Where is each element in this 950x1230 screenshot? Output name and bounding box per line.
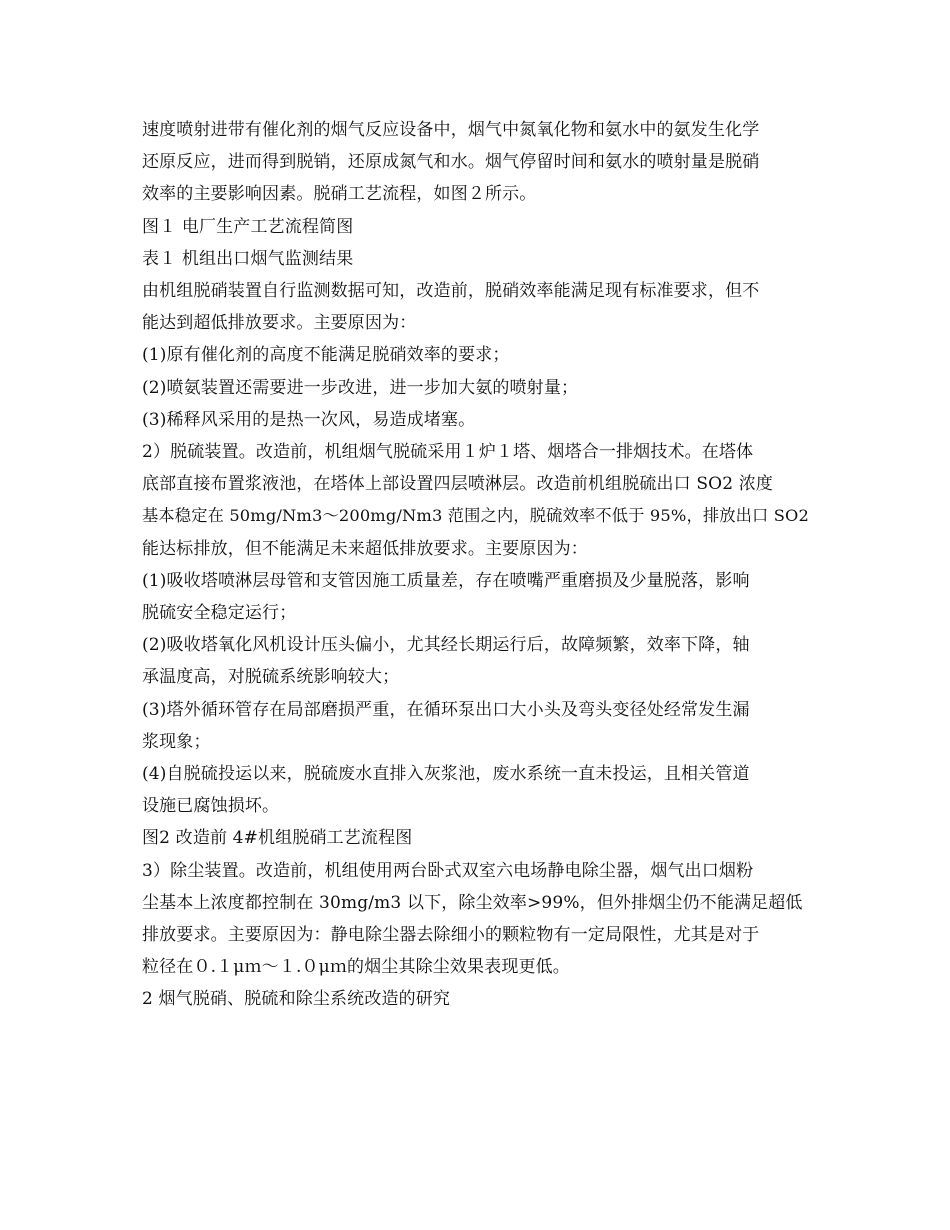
text-line: 效率的主要影响因素。脱硝工艺流程，如图２所示。 [142,184,537,205]
text-line: 图１ 电厂生产工艺流程简图 [142,216,354,237]
text-line: 粒径在０.１μｍ～１.０μｍ的烟尘其除尘效果表现更低。 [142,957,570,978]
body-paragraph [142,436,812,565]
text-line: 速度喷射进带有催化剂的烟气反应设备中，烟气中氮氧化物和氨水中的氨发生化学 [142,120,760,140]
body-paragraph [142,855,812,984]
text-line: (2)喷氨装置还需要进一步改进，进一步加大氨的喷射量； [142,377,579,398]
text-line: 排放要求。主要原因为：静电除尘器去除细小的颗粒物有一定局限性，尤其是对于 [142,925,760,946]
text-line: 基本稳定在 50mg/Nm3～200mg/Nm3 范围之内，脱硫效率不低于 95%，排放出口 SO2 [142,506,810,526]
text-line: 设施已腐蚀损坏。 [142,796,280,817]
body-paragraph [142,275,812,339]
list-item [142,339,812,371]
figure-caption [142,243,812,275]
text-line: 脱硫安全稳定运行； [142,603,297,624]
text-line: 承温度高，对脱硫系统影响较大； [142,667,400,688]
list-item [142,758,812,822]
text-line: 由机组脱硝装置自行监测数据可知，改造前，脱硝效率能满足现有标准要求，但不 [142,281,760,302]
text-line: (1)原有催化剂的高度不能满足脱硝效率的要求； [142,345,510,366]
body-paragraph [142,114,812,211]
document-body [142,114,812,1016]
text-line: (2)吸收塔氧化风机设计压头偏小，尤其经长期运行后，故障频繁，效率下降，轴 [142,635,750,656]
text-line: 能达标排放，但不能满足未来超低排放要求。主要原因为： [142,538,588,559]
list-item [142,629,812,693]
text-line: 还原反应，进而得到脱销，还原成氮气和水。烟气停留时间和氨水的喷射量是脱硝 [142,152,760,173]
text-line: 能达到超低排放要求。主要原因为： [142,313,417,334]
text-line: 3）除尘装置。改造前，机组使用两台卧式双室六电场静电除尘器，烟气出口烟粉 [142,860,754,881]
text-line: 图2 改造前 4#机组脱硝工艺流程图 [142,828,413,849]
figure-caption [142,822,812,854]
text-line: 表１ 机组出口烟气监测结果 [142,248,354,269]
text-line: (1)吸收塔喷淋层母管和支管因施工质量差，存在喷嘴严重磨损及少量脱落，影响 [142,570,750,591]
text-line: 浆现象； [142,731,211,752]
text-line: 底部直接布置浆液池，在塔体上部设置四层喷淋层。改造前机组脱硫出口 SO2 浓度 [142,474,774,495]
text-line: (3)塔外循环管存在局部磨损严重，在循环泵出口大小头及弯头变径处经常发生漏 [142,699,750,720]
list-item [142,372,812,404]
list-item [142,694,812,758]
text-line: 2）脱硫装置。改造前，机组烟气脱硫采用１炉１塔、烟塔合一排烟技术。在塔体 [142,442,754,463]
text-line: (4)自脱硫投运以来，脱硫废水直排入灰浆池，废水系统一直未投运，且相关管道 [142,764,750,785]
list-item [142,565,812,629]
figure-caption [142,211,812,243]
text-line: (3)稀释风采用的是热一次风，易造成堵塞。 [142,409,476,430]
section-heading [142,983,812,1015]
text-line: 2 烟气脱硝、脱硫和除尘系统改造的研究 [142,989,451,1010]
text-line: 尘基本上浓度都控制在 30mg/m3 以下，除尘效率>99%，但外排烟尘仍不能满足超低 [142,892,803,913]
list-item [142,404,812,436]
